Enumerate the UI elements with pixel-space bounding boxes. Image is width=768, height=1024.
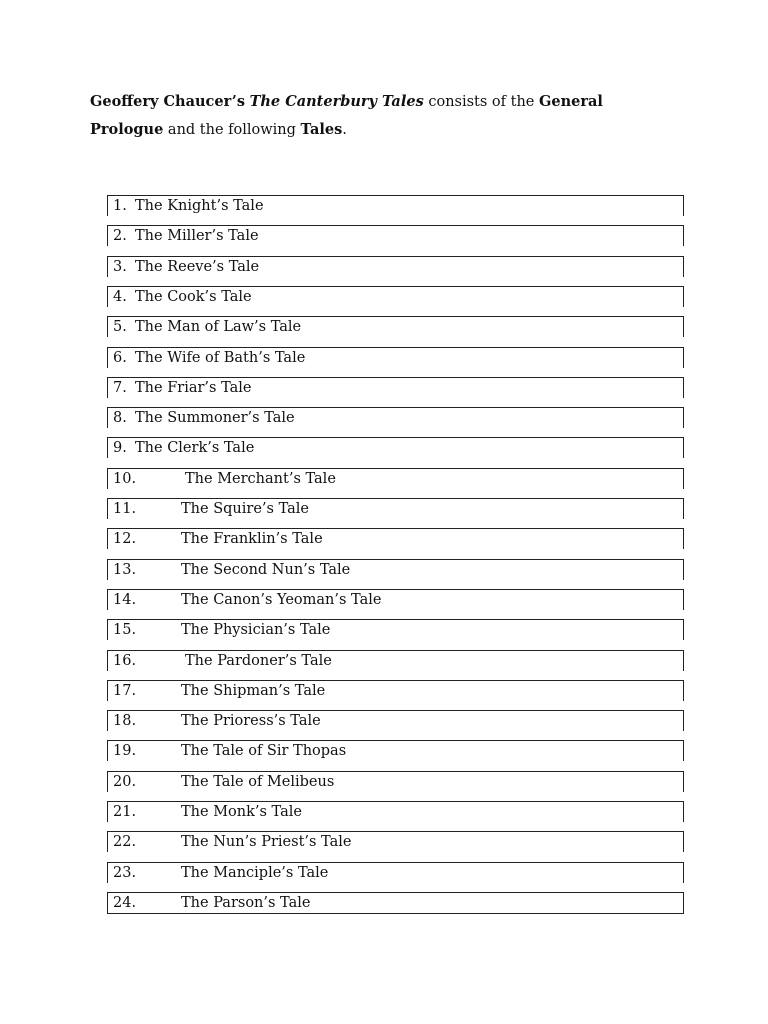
tale-title: The Monk’s Tale: [181, 804, 302, 820]
tale-title: The Manciple’s Tale: [181, 865, 329, 881]
tale-number: 17.: [113, 683, 137, 699]
tale-title: The Franklin’s Tale: [181, 531, 323, 547]
tale-number: 4.: [113, 289, 127, 305]
tale-row: [107, 680, 684, 701]
tale-number: 13.: [113, 562, 137, 578]
tale-row: [107, 740, 684, 761]
tale-title: The Clerk’s Tale: [135, 440, 255, 456]
tale-row: [107, 801, 684, 822]
tale-number: 1.: [113, 198, 127, 214]
tale-row: [107, 468, 684, 489]
tale-row: [107, 589, 684, 610]
tale-row: [107, 437, 684, 458]
tale-title: The Man of Law’s Tale: [135, 319, 302, 335]
tale-row: [107, 710, 684, 731]
tale-number: 22.: [113, 834, 137, 850]
intro-text-and-following: and the following: [167, 122, 296, 138]
tale-row: [107, 559, 684, 580]
tale-title: The Pardoner’s Tale: [185, 653, 332, 669]
tale-title: The Knight’s Tale: [135, 198, 264, 214]
intro-period: .: [342, 122, 347, 138]
tale-number: 9.: [113, 440, 127, 456]
tale-number: 14.: [113, 592, 137, 608]
tale-number: 10.: [113, 471, 137, 487]
tale-number: 2.: [113, 228, 127, 244]
tale-title: The Prioress’s Tale: [181, 713, 321, 729]
tale-row: [107, 377, 684, 398]
tale-title: The Cook’s Tale: [135, 289, 252, 305]
tale-title: The Physician’s Tale: [181, 622, 331, 638]
tale-number: 8.: [113, 410, 127, 426]
tale-title: The Summoner’s Tale: [135, 410, 295, 426]
tale-title: The Wife of Bath’s Tale: [135, 350, 306, 366]
tale-row: [107, 528, 684, 549]
tale-row: [107, 286, 684, 307]
tale-row: [107, 650, 684, 671]
tale-number: 24.: [113, 895, 137, 911]
intro-work-title: The Canterbury Tales: [249, 93, 424, 110]
tale-number: 18.: [113, 713, 137, 729]
tale-row: [107, 347, 684, 368]
tale-row: [107, 831, 684, 852]
tale-number: 19.: [113, 743, 137, 759]
tale-title: The Friar’s Tale: [135, 380, 252, 396]
tale-title: The Reeve’s Tale: [135, 259, 260, 275]
tale-number: 20.: [113, 774, 137, 790]
tale-number: 7.: [113, 380, 127, 396]
intro-author: Geoffery Chaucer’s: [90, 93, 245, 110]
tale-number: 5.: [113, 319, 127, 335]
tale-number: 3.: [113, 259, 127, 275]
tale-title: The Miller’s Tale: [135, 228, 259, 244]
tale-title: The Shipman’s Tale: [181, 683, 326, 699]
tale-title: The Tale of Melibeus: [181, 774, 335, 790]
tale-row: [107, 771, 684, 792]
tale-row: [107, 256, 684, 277]
tale-number: 21.: [113, 804, 137, 820]
intro-general-prologue: General Prologue: [90, 93, 603, 138]
tale-title: The Merchant’s Tale: [185, 471, 336, 487]
intro-tales-word: Tales: [300, 121, 343, 138]
tale-row: [107, 195, 684, 216]
tale-title: The Canon’s Yeoman’s Tale: [181, 592, 382, 608]
tale-row: [107, 862, 684, 883]
tale-number: 12.: [113, 531, 137, 547]
tale-title: The Parson’s Tale: [181, 895, 311, 911]
tale-row: [107, 225, 684, 246]
tale-number: 16.: [113, 653, 137, 669]
tale-title: The Second Nun’s Tale: [181, 562, 351, 578]
tale-number: 15.: [113, 622, 137, 638]
intro-text-consists: consists of the: [428, 94, 535, 110]
intro-paragraph: [90, 88, 650, 144]
tale-title: The Squire’s Tale: [181, 501, 309, 517]
tale-number: 23.: [113, 865, 137, 881]
tale-row: [107, 407, 684, 428]
tale-row: [107, 498, 684, 519]
tale-row: [107, 619, 684, 640]
tale-number: 6.: [113, 350, 127, 366]
tale-row: [107, 316, 684, 337]
tale-number: 11.: [113, 501, 137, 517]
tale-title: The Tale of Sir Thopas: [181, 743, 347, 759]
tale-row: [107, 892, 684, 914]
tale-title: The Nun’s Priest’s Tale: [181, 834, 352, 850]
